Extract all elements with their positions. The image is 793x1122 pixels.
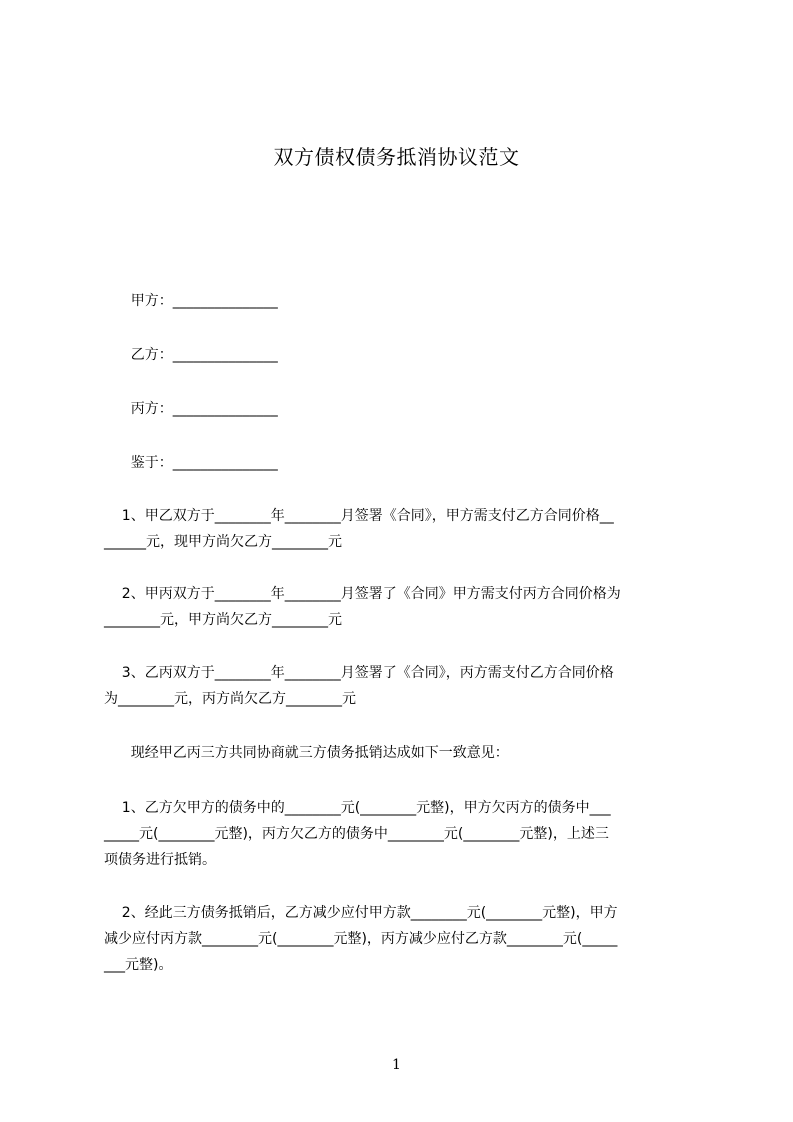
agreement-1-line-2: _____元(________元整)，丙方欠乙方的债务中________元(________元整)，上述三: [104, 826, 609, 842]
agreement-2-line-1: 2、经此三方债务抵销后，乙方减少应付甲方款________元(________元整)，甲方: [104, 905, 618, 921]
page-number: 1: [392, 1057, 401, 1073]
clause-2: [104, 581, 704, 633]
agreement-2-line-2: 减少应付丙方款________元(________元整)，丙方减少应付乙方款________元(_____: [104, 931, 618, 947]
clause-2-line-1: 2、甲丙双方于________年________月签署了《合同》甲方需支付丙方合同价格为: [104, 586, 621, 602]
party-b-line: 乙方：_______________: [104, 347, 278, 363]
agreement-1-line-1: 1、乙方欠甲方的债务中的________元(________元整)，甲方欠丙方的债务中___: [104, 800, 611, 816]
party-c-line: 丙方：_______________: [104, 401, 278, 417]
document-title: 双方债权债务抵消协议范文: [273, 145, 520, 169]
party-a-line: 甲方：_______________: [104, 293, 278, 309]
whereas-line: 鉴于：_______________: [104, 455, 278, 471]
clause-3-line-2: 为________元，丙方尚欠乙方________元: [104, 691, 356, 707]
agreement-1: [104, 795, 704, 873]
clause-3: [104, 660, 704, 712]
agreement-2-line-3: ___元整)。: [104, 957, 173, 973]
agreement-1-line-3: 项债务进行抵销。: [104, 852, 216, 868]
agreement-2: [104, 900, 704, 978]
clause-1-line-1: 1、甲乙双方于________年________月签署《合同》，甲方需支付乙方合同价格__: [104, 508, 614, 524]
clause-1: [104, 503, 704, 555]
consensus-intro: 现经甲乙丙三方共同协商就三方债务抵销达成如下一致意见：: [104, 745, 509, 761]
clause-3-line-1: 3、乙丙双方于________年________月签署了《合同》，丙方需支付乙方合同价格: [104, 665, 614, 681]
clause-1-line-2: ______元，现甲方尚欠乙方________元: [104, 534, 342, 550]
clause-2-line-2: ________元，甲方尚欠乙方________元: [104, 612, 342, 628]
